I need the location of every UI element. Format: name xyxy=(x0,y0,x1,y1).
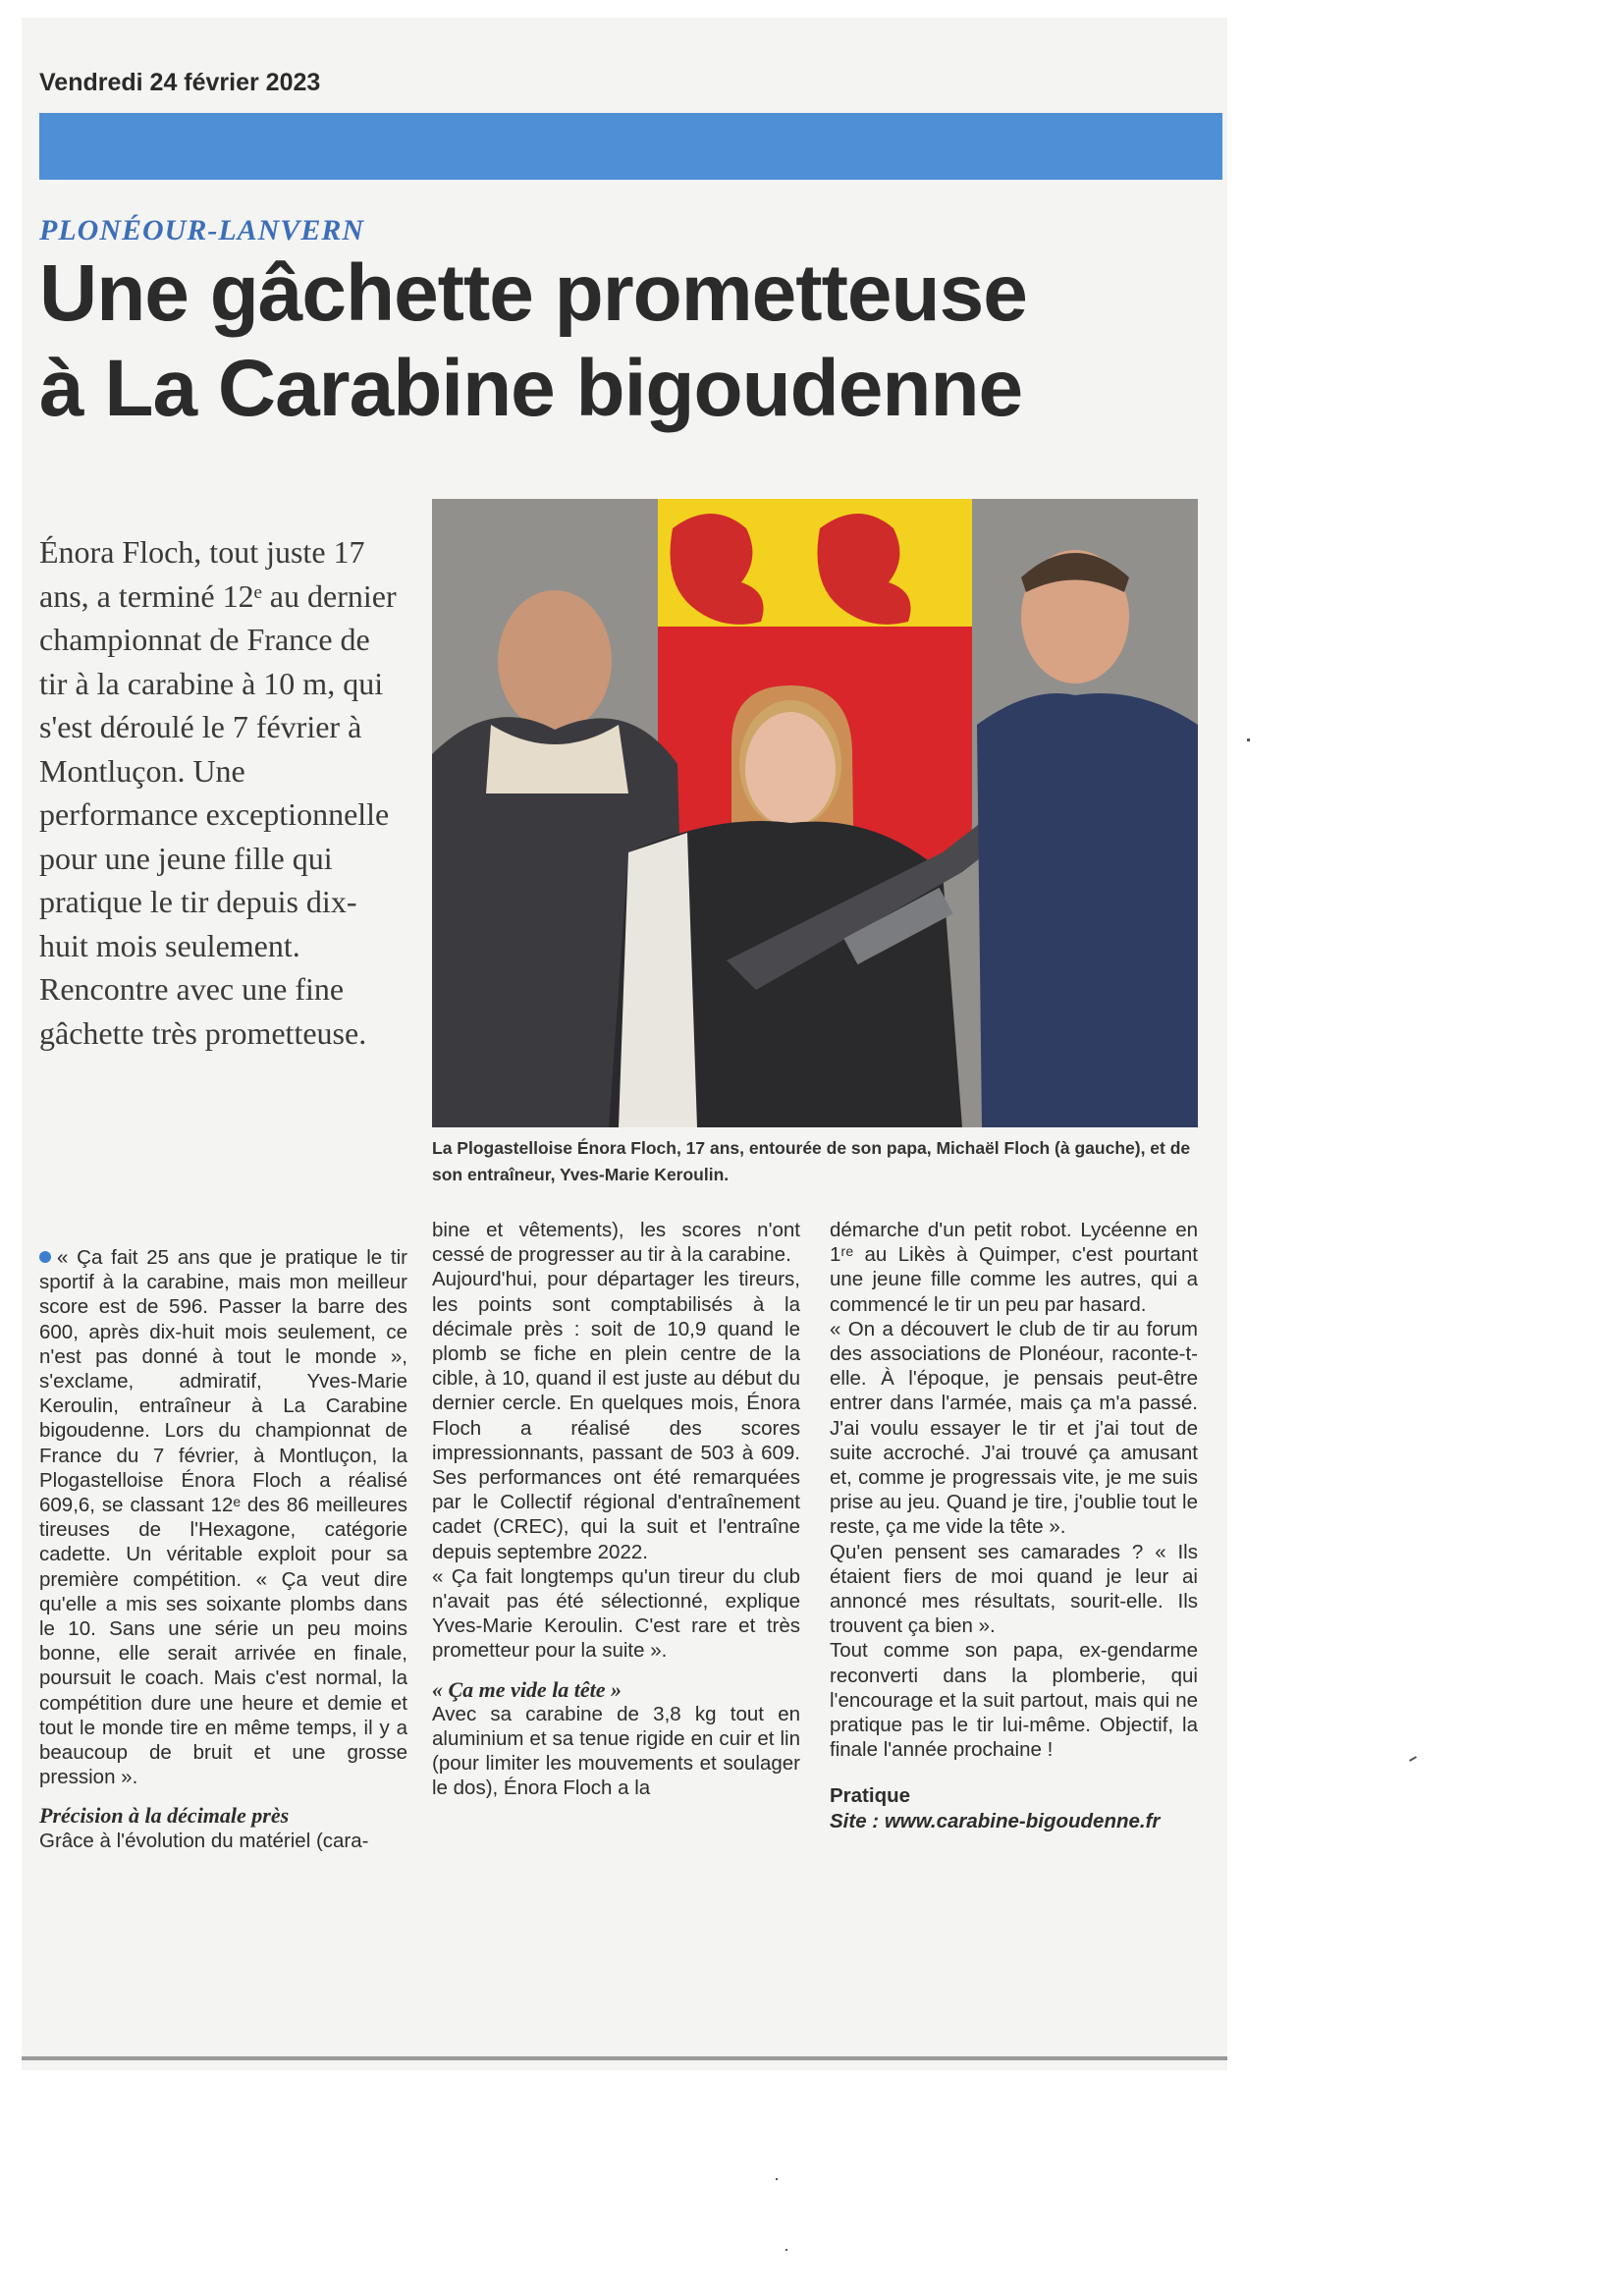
headline-line-2: à La Carabine bigoudenne xyxy=(39,344,1023,433)
article-column-2 xyxy=(432,1218,800,1801)
article-location: PLONÉOUR-LANVERN xyxy=(39,214,365,246)
col2-paragraph-4: Avec sa carabine de 3,8 kg tout en aluminium et sa tenue rigide en cuir et lin (pour limiter les mouvements et soulager le dos), Énora Floch a la xyxy=(432,1702,800,1800)
col2-paragraph-2: Aujourd'hui, pour départager les tireurs, les points sont comptabilisés à la décimale près : soit de 10,9 quand le plomb se fiche en plein centre de la cible, à 10, quand il est juste au début du dernier cercle. En quelques mois, Énora Floch a réalisé des scores impressionnants, passant de 503 à 609. Ses performances ont été remarquées par le Collectif régional d'entraînement cadet (CREC), qui la suit et l'entraîne depuis septembre 2022. xyxy=(432,1268,800,1563)
col3-paragraph-3: Qu'en pensent ses camarades ? « Ils étaient fiers de moi quand je leur ai annoncé mes résultats, sourit-elle. Ils trouvent ça bien ». xyxy=(830,1540,1198,1638)
col2-paragraph-1: bine et vêtements), les scores n'ont cessé de progresser au tir à la carabine. xyxy=(432,1219,800,1267)
col3-paragraph-1: démarche d'un petit robot. Lycéenne en 1ʳᵉ au Likès à Quimper, c'est pourtant une jeune fille comme les autres, qui a commencé le tir un peu par hasard. xyxy=(830,1219,1198,1316)
page-bottom-rule xyxy=(22,2056,1227,2060)
col1-paragraph-1 xyxy=(39,1245,407,1789)
article-column-3 xyxy=(830,1218,1198,1833)
photo-illustration xyxy=(432,499,1198,1127)
col2-paragraph-3: « Ça fait longtemps qu'un tireur du club n'avait pas été sélectionné, explique Yves-Marie Keroulin. C'est rare et très prometteur pour la suite ». xyxy=(432,1564,800,1663)
section-banner xyxy=(39,113,1222,180)
scan-speck xyxy=(776,2178,778,2180)
subhead-vide-la-tete: « Ça me vide la tête » xyxy=(432,1676,623,1702)
photo-caption: La Plogastelloise Énora Floch, 17 ans, entourée de son papa, Michaël Floch (à gauche), et de son entraîneur, Yves-Marie Keroulin. xyxy=(432,1138,1191,1184)
pratique-heading: Pratique xyxy=(830,1784,911,1808)
scan-speck xyxy=(785,2249,787,2251)
col1-paragraph-1-text: « Ça fait 25 ans que je pratique le tir sportif à la carabine, mais mon meilleur score est de 596. Passer la barre des 600, après dix-huit mois seulement, ce n'est pas donné à tout le monde », s'exclame, admiratif, Yves-Marie Keroulin, entraîneur à La Carabine bigoudenne. Lors du championnat de France du 7 février, à Montluçon, la Plogastelloise Énora Floch a réalisé 609,6, se classant 12ᵉ des 86 meilleures tireuses de l'Hexagone, catégorie cadette. Un véritable exploit pour sa première compétition. « Ça veut dire qu'elle a mis ses soixante plombs dans le 10. Sans une série un peu moins bonne, elle serait arrivée en finale, poursuit le coach. Mais c'est normal, la compétition dure une heure et demie et tout le monde tire en même temps, il y a beaucoup de bruit et une grosse pression ». xyxy=(39,1246,407,1789)
bullet-icon xyxy=(39,1251,51,1263)
col3-paragraph-4: Tout comme son papa, ex-gendarme reconverti dans la plomberie, qui l'encourage et la suit partout, mais qui ne pratique pas le tir lui-même. Objectif, la finale l'année prochaine ! xyxy=(830,1639,1198,1762)
scan-speck xyxy=(1247,738,1250,741)
article-column-1 xyxy=(39,1245,407,1853)
article-lead: Énora Floch, tout juste 17 ans, a terminé 12ᵉ au dernier championnat de France de tir à la carabine à 10 m, qui s'est déroulé le 7 février à Montluçon. Une performance exceptionnelle pour une jeune fille qui pratique le tir depuis dix-huit mois seulement. Rencontre avec une fine gâchette très prometteuse. xyxy=(39,534,397,1051)
scan-speck xyxy=(1409,1756,1417,1762)
subhead-precision: Précision à la décimale près xyxy=(39,1803,290,1829)
club-website: Site : www.carabine-bigoudenne.fr xyxy=(830,1809,1161,1832)
issue-date: Vendredi 24 février 2023 xyxy=(39,69,321,96)
headline-line-1: Une gâchette prometteuse xyxy=(39,248,1027,338)
article-photo xyxy=(432,499,1198,1127)
article-headline xyxy=(39,246,1218,436)
col3-paragraph-2: « On a découvert le club de tir au forum des associations de Plonéour, raconte-t-elle. À l'époque, je pensais peut-être entrer dans l'armée, mais ça m'a passé. J'ai voulu essayer le tir et j'ai tout de suite accroché. J'ai trouvé ça amusant et, comme je progressais vite, je me suis prise au jeu. Quand je tire, j'oublie tout le reste, ça me vide la tête ». xyxy=(830,1317,1198,1539)
col1-paragraph-2: Grâce à l'évolution du matériel (cara- xyxy=(39,1829,369,1852)
